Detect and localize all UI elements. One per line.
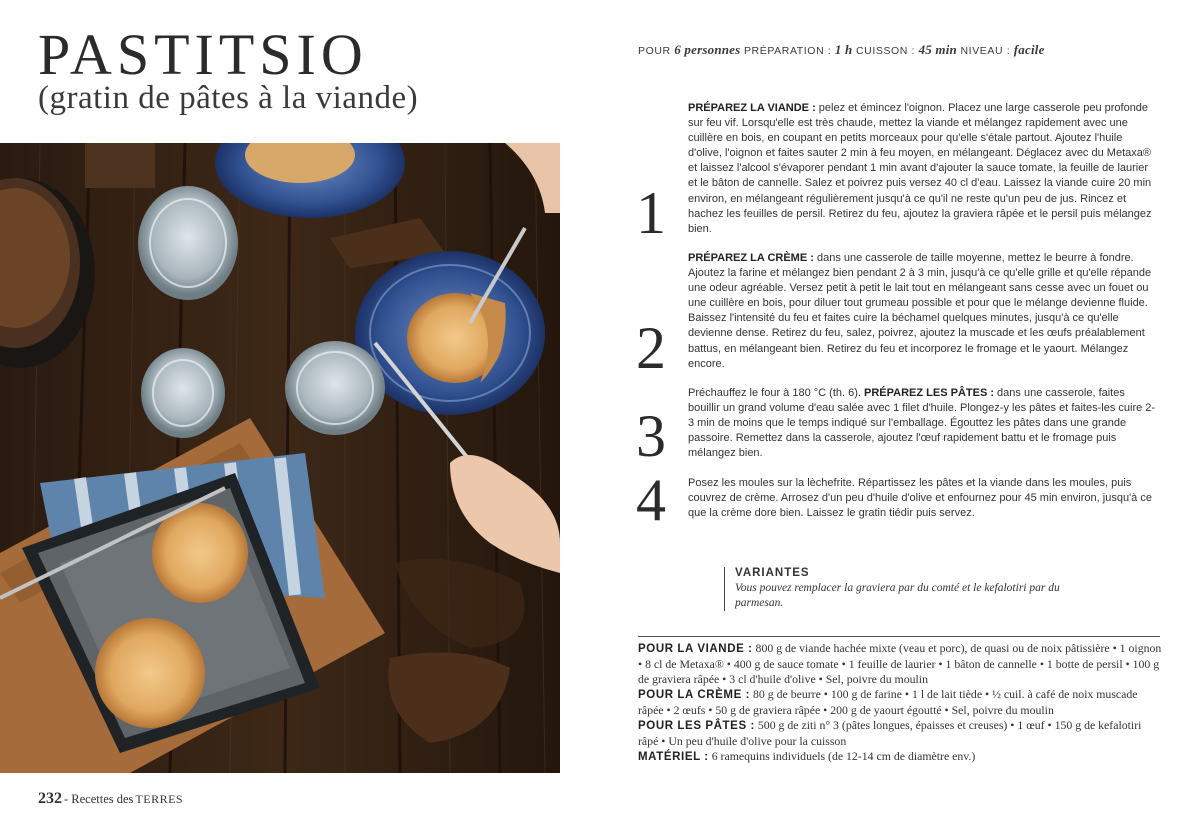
step-heading-2: PRÉPAREZ LA CRÈME : (688, 252, 814, 264)
step-heading-1: PRÉPAREZ LA VIANDE : (688, 102, 816, 114)
meta-niveau-label: NIVEAU : (960, 45, 1011, 57)
step-pre-3: Préchauffez le four à 180 °C (th. 6). (688, 387, 865, 399)
folio-label: - Recettes des (64, 792, 134, 806)
ingredients-heading-materiel: MATÉRIEL : (638, 751, 709, 763)
ingredients-group-materiel (638, 749, 1162, 765)
recipe-title: PASTITSIO (38, 22, 368, 87)
step-text-3 (688, 386, 1158, 461)
folio-category: TERRES (135, 792, 184, 806)
ingredients-heading-viande: POUR LA VIANDE : (638, 643, 753, 655)
step-body-1: pelez et émincez l'oignon. Placez une large casserole peu profonde sur feu vif. Lorsqu'elle est très chaude, mettez la viande et mélangez rapidement avec une cuillère en bois, en coupant en petits morceaux pour qu'elle s'étale partout. Ajoutez l'huile d'olive, l'oignon et faites sauter 2 min à feu moyen, en mélangeant. Déglacez avec du Metaxa® et laissez l'alcool s'évaporer pendant 1 min avant d'ajouter la sauce tomate, la feuille de laurier et le bâton de cannelle. Salez et poivrez puis versez 40 cl d'eau. Laissez la viande cuire 20 min environ, en mélangeant régulièrement jusqu'à ce qu'il ne reste qu'un peu de jus. Rincez et hachez les feuilles de persil. Retirez du feu, ajoutez la graviera râpée et le persil puis mélangez bien. (688, 102, 1152, 235)
page-folio (38, 790, 183, 808)
ingredients-items-pates: 500 g de ziti n° 3 (pâtes longues, épaisses et creuses) • 1 œuf • 150 g de kefalotiri râpé • Un peu d'huile d'olive pour la cuisson (638, 718, 1142, 748)
step-body-4: Posez les moules sur la lèchefrite. Répartissez les pâtes et la viande dans les moules, puis couvrez de crème. Arrosez d'un peu d'huile d'olive et enfournez pour 45 min environ, jusqu'à ce que la crème dore bien. Laissez le gratin tiédir puis servez. (688, 477, 1152, 520)
step-number-2: 2 (636, 315, 666, 381)
meta-cuisson-value: 45 min (918, 42, 957, 57)
ingredients-items-viande: 800 g de viande hachée mixte (veau et porc), de quasi ou de noix pâtissière • 1 oignon • 8 cl de Metaxa® • 400 g de sauce tomate • 1 feuille de laurier • 1 bâton de cannelle • 1 botte de persil • 100 g de graviera râpée • 3 cl d'huile d'olive • Sel, poivre du moulin (638, 641, 1162, 686)
step-body-2: dans une casserole de taille moyenne, mettez le beurre à fondre. Ajoutez la farine et mélangez bien pendant 2 à 3 min, jusqu'à ce qu'elle grille et qu'elle répande une odeur agréable. Versez petit à petit le lait tout en mélangeant sans cesse avec un fouet ou une cuillère en bois, pour diluer tout grumeau possible et pour que le mélange devienne fluide. Baissez l'intensité du feu et faites cuire la béchamel quelques minutes, jusqu'à ce qu'elle devienne dense. Retirez du feu, salez, poivrez, ajoutez la muscade et les œufs préalablement battus, en mélangeant bien. Retirez du feu et incorporez le fromage et le yaourt. Mélangez encore. (688, 252, 1152, 370)
step-text-2 (688, 251, 1158, 372)
ingredients-group-pates (638, 718, 1162, 749)
ingredients-group-viande (638, 641, 1162, 687)
meta-prep-label: PRÉPARATION : (743, 45, 832, 57)
step-text-4 (688, 476, 1158, 521)
meta-cuisson-label: CUISSON : (855, 45, 916, 57)
meta-pour-value: 6 personnes (674, 42, 741, 57)
variantes-text: Vous pouvez remplacer la graviera par du comté et le kefalotiri par du parmesan. (735, 582, 1060, 609)
recipe-subtitle: (gratin de pâtes à la viande) (38, 80, 419, 116)
variantes-title: VARIANTES (735, 567, 810, 579)
ingredients-heading-creme: POUR LA CRÈME : (638, 689, 751, 701)
recipe-meta (638, 42, 1045, 58)
meta-niveau-value: facile (1013, 42, 1045, 57)
ingredients-list (638, 641, 1162, 765)
step-number-1: 1 (636, 180, 666, 246)
ingredients-group-creme (638, 687, 1162, 718)
ingredients-items-creme: 80 g de beurre • 100 g de farine • 1 l de lait tiède • ½ cuil. à café de noix muscade râpée • 2 œufs • 50 g de graviera râpée • 200 g de yaourt égoutté • Sel, poivre du moulin (638, 687, 1138, 717)
meta-pour-label: POUR (638, 45, 671, 57)
page-number: 232 (38, 790, 62, 807)
step-text-1 (688, 101, 1158, 237)
step-heading-3: PRÉPAREZ LES PÂTES : (864, 387, 994, 399)
ingredients-heading-pates: POUR LES PÂTES : (638, 720, 755, 732)
recipe-photo (0, 143, 560, 773)
meta-prep-value: 1 h (834, 42, 853, 57)
step-body-3: dans une casserole, faites bouillir un grand volume d'eau salée avec 1 filet d'huile. Plongez-y les pâtes et faites-les cuire 2-3 min de moins que le temps indiqué sur l'emballage. Égouttez les pâtes dans une grande passoire. Remettez dans la casserole, ajoutez l'œuf rapidement battu et le fromage puis mélangez bien. (688, 387, 1156, 460)
ingredients-divider (638, 636, 1160, 637)
step-number-3: 3 (636, 403, 666, 469)
variantes-box (724, 567, 1084, 611)
ingredients-items-materiel: 6 ramequins individuels (de 12-14 cm de diamètre env.) (708, 749, 976, 763)
step-number-4: 4 (636, 467, 666, 533)
